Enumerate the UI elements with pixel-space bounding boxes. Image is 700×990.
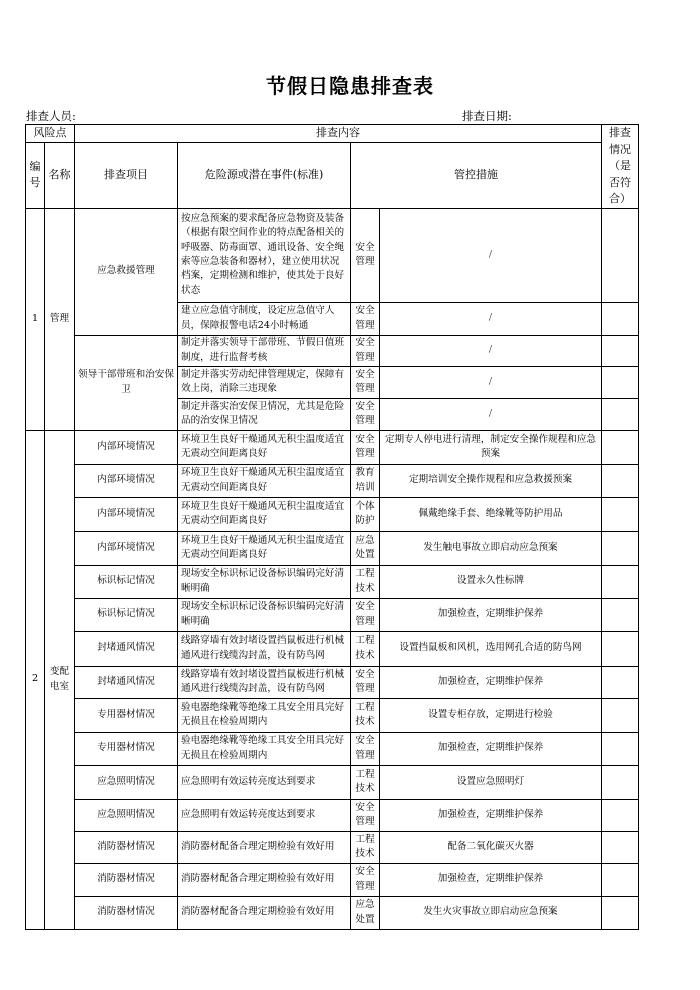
hazard-cell: 应急照明有效运转亮度达到要求 bbox=[178, 765, 351, 799]
status-cell bbox=[602, 302, 639, 335]
hazard-cell: 线路穿墙有效封堵设置挡鼠板进行机械通风进行线缆沟封盖，设有防鸟网 bbox=[178, 631, 351, 666]
inspector-label: 排查人员: bbox=[26, 109, 76, 123]
status-cell bbox=[602, 565, 639, 598]
table-row bbox=[26, 732, 639, 765]
control-type-cell: 应急处置 bbox=[351, 896, 380, 929]
control-type-cell: 工程技术 bbox=[351, 565, 380, 598]
status-cell bbox=[602, 398, 639, 430]
status-cell bbox=[602, 208, 639, 302]
measure-cell: 定期培训安全操作规程和应急救援预案 bbox=[380, 464, 602, 497]
measure-cell: / bbox=[380, 302, 602, 335]
table-row bbox=[26, 497, 639, 531]
measure-cell: 发生火灾事故立即启动应急预案 bbox=[380, 896, 602, 929]
hazard-cell: 现场安全标识标记设备标识编码完好清晰明确 bbox=[178, 598, 351, 631]
measure-cell: / bbox=[380, 208, 602, 302]
header-hazard: 危险源或潜在事件(标准) bbox=[178, 143, 351, 208]
measure-cell: 佩戴绝缘手套、绝缘靴等防护用品 bbox=[380, 497, 602, 531]
hazard-cell: 建立应急值守制度，设定应急值守人员，保障报警电话24小时畅通 bbox=[178, 302, 351, 335]
hazard-cell: 制定并落实治安保卫情况，尤其是危险品的治安保卫情况 bbox=[178, 398, 351, 430]
table-row bbox=[26, 831, 639, 863]
item-cell: 领导干部带班和治安保卫 bbox=[75, 335, 178, 430]
control-type-cell: 安全管理 bbox=[351, 335, 380, 366]
status-cell bbox=[602, 765, 639, 799]
item-cell: 应急照明情况 bbox=[75, 799, 178, 831]
status-cell bbox=[602, 430, 639, 464]
item-cell: 专用器材情况 bbox=[75, 732, 178, 765]
group-name: 管理 bbox=[45, 208, 75, 430]
measure-cell: 加强检查，定期维护保养 bbox=[380, 863, 602, 896]
control-type-cell: 安全管理 bbox=[351, 598, 380, 631]
control-type-cell: 安全管理 bbox=[351, 302, 380, 335]
group-name: 变配电室 bbox=[45, 430, 75, 929]
table-row bbox=[26, 863, 639, 896]
group-number: 1 bbox=[26, 208, 45, 430]
control-type-cell: 应急处置 bbox=[351, 531, 380, 565]
table-row bbox=[26, 698, 639, 732]
hazard-cell: 应急照明有效运转亮度达到要求 bbox=[178, 799, 351, 831]
status-cell bbox=[602, 497, 639, 531]
item-cell: 专用器材情况 bbox=[75, 698, 178, 732]
control-type-cell: 工程技术 bbox=[351, 831, 380, 863]
measure-cell: 加强检查，定期维护保养 bbox=[380, 732, 602, 765]
header-status: 排查情况（是否符合） bbox=[602, 125, 639, 209]
measure-cell: 发生触电事故立即启动应急预案 bbox=[380, 531, 602, 565]
item-cell: 应急救援管理 bbox=[75, 208, 178, 335]
header-name: 名称 bbox=[45, 143, 75, 208]
table-row bbox=[26, 799, 639, 831]
table-body bbox=[26, 208, 639, 929]
measure-cell: 加强检查，定期维护保养 bbox=[380, 799, 602, 831]
table-row bbox=[26, 335, 639, 366]
item-cell: 封堵通风情况 bbox=[75, 666, 178, 698]
hazard-cell: 消防器材配备合理定期检验有效好用 bbox=[178, 831, 351, 863]
control-type-cell: 工程技术 bbox=[351, 698, 380, 732]
table-row bbox=[26, 896, 639, 929]
measure-cell: 设置应急照明灯 bbox=[380, 765, 602, 799]
status-cell bbox=[602, 598, 639, 631]
hazard-cell: 线路穿墙有效封堵设置挡鼠板进行机械通风进行线缆沟封盖，设有防鸟网 bbox=[178, 666, 351, 698]
hazard-cell: 现场安全标识标记设备标识编码完好清晰明确 bbox=[178, 565, 351, 598]
table-row bbox=[26, 208, 639, 302]
status-cell bbox=[602, 896, 639, 929]
table-row bbox=[26, 765, 639, 799]
table-row bbox=[26, 430, 639, 464]
hazard-cell: 环境卫生良好干燥通风无积尘温度适宜无震动空间距离良好 bbox=[178, 497, 351, 531]
hazard-cell: 制定并落实领导干部带班、节假日值班制度，进行监督考核 bbox=[178, 335, 351, 366]
header-inspection-content: 排查内容 bbox=[75, 125, 602, 143]
hazard-cell: 环境卫生良好干燥通风无积尘温度适宜无震动空间距离良好 bbox=[178, 430, 351, 464]
status-cell bbox=[602, 464, 639, 497]
status-cell bbox=[602, 831, 639, 863]
item-cell: 内部环境情况 bbox=[75, 497, 178, 531]
measure-cell: 设置永久性标牌 bbox=[380, 565, 602, 598]
measure-cell: 定期专人停电进行清理，制定安全操作规程和应急预案 bbox=[380, 430, 602, 464]
control-type-cell: 安全管理 bbox=[351, 208, 380, 302]
hazard-cell: 消防器材配备合理定期检验有效好用 bbox=[178, 863, 351, 896]
control-type-cell: 安全管理 bbox=[351, 732, 380, 765]
measure-cell: 设置挡鼠板和风机，选用网孔合适的防鸟网 bbox=[380, 631, 602, 666]
status-cell bbox=[602, 666, 639, 698]
measure-cell: / bbox=[380, 335, 602, 366]
item-cell: 应急照明情况 bbox=[75, 765, 178, 799]
table-row bbox=[26, 598, 639, 631]
control-type-cell: 安全管理 bbox=[351, 799, 380, 831]
hazard-cell: 验电器绝缘靴等绝缘工具安全用具完好无损且在检验周期内 bbox=[178, 732, 351, 765]
page-title: 节假日隐患排查表 bbox=[266, 74, 434, 98]
item-cell: 内部环境情况 bbox=[75, 430, 178, 464]
table-row bbox=[26, 531, 639, 565]
status-cell bbox=[602, 335, 639, 366]
table-row bbox=[26, 631, 639, 666]
item-cell: 标识标记情况 bbox=[75, 598, 178, 631]
hazard-cell: 环境卫生良好干燥通风无积尘温度适宜无震动空间距离良好 bbox=[178, 531, 351, 565]
header-control: 管控措施 bbox=[351, 143, 602, 208]
measure-cell: / bbox=[380, 398, 602, 430]
item-cell: 内部环境情况 bbox=[75, 464, 178, 497]
header-number: 编号 bbox=[26, 143, 45, 208]
item-cell: 标识标记情况 bbox=[75, 565, 178, 598]
status-cell bbox=[602, 698, 639, 732]
control-type-cell: 个体防护 bbox=[351, 497, 380, 531]
item-cell: 消防器材情况 bbox=[75, 863, 178, 896]
status-cell bbox=[602, 631, 639, 666]
status-cell bbox=[602, 732, 639, 765]
control-type-cell: 工程技术 bbox=[351, 765, 380, 799]
control-type-cell: 安全管理 bbox=[351, 430, 380, 464]
hazard-cell: 按应急预案的要求配备应急物资及装备（根据有限空间作业的特点配备相关的呼吸器、防毒面罩、通讯设备、安全绳索等应急装备和器材），建立使用状况档案，定期检测和维护，使其处于良好状态 bbox=[178, 208, 351, 302]
status-cell bbox=[602, 863, 639, 896]
control-type-cell: 安全管理 bbox=[351, 398, 380, 430]
date-label: 排查日期: bbox=[462, 109, 512, 123]
header-item: 排查项目 bbox=[75, 143, 178, 208]
control-type-cell: 安全管理 bbox=[351, 366, 380, 398]
status-cell bbox=[602, 531, 639, 565]
item-cell: 内部环境情况 bbox=[75, 531, 178, 565]
hazard-cell: 环境卫生良好干燥通风无积尘温度适宜无震动空间距离良好 bbox=[178, 464, 351, 497]
inspection-table bbox=[25, 124, 639, 930]
hazard-cell: 制定并落实劳动纪律管理规定，保障有效上岗，消除三违现象 bbox=[178, 366, 351, 398]
measure-cell: 加强检查，定期维护保养 bbox=[380, 666, 602, 698]
measure-cell: 加强检查，定期维护保养 bbox=[380, 598, 602, 631]
item-cell: 消防器材情况 bbox=[75, 831, 178, 863]
measure-cell: 设置专柜存放，定期进行检验 bbox=[380, 698, 602, 732]
hazard-cell: 验电器绝缘靴等绝缘工具安全用具完好无损且在检验周期内 bbox=[178, 698, 351, 732]
status-cell bbox=[602, 799, 639, 831]
measure-cell: / bbox=[380, 366, 602, 398]
header-risk-point: 风险点 bbox=[26, 125, 75, 143]
table-row bbox=[26, 464, 639, 497]
measure-cell: 配备二氧化碳灭火器 bbox=[380, 831, 602, 863]
table-row bbox=[26, 666, 639, 698]
hazard-cell: 消防器材配备合理定期检验有效好用 bbox=[178, 896, 351, 929]
item-cell: 封堵通风情况 bbox=[75, 631, 178, 666]
control-type-cell: 教育培训 bbox=[351, 464, 380, 497]
item-cell: 消防器材情况 bbox=[75, 896, 178, 929]
control-type-cell: 安全管理 bbox=[351, 666, 380, 698]
group-number: 2 bbox=[26, 430, 45, 929]
table-row bbox=[26, 565, 639, 598]
status-cell bbox=[602, 366, 639, 398]
control-type-cell: 工程技术 bbox=[351, 631, 380, 666]
control-type-cell: 安全管理 bbox=[351, 863, 380, 896]
